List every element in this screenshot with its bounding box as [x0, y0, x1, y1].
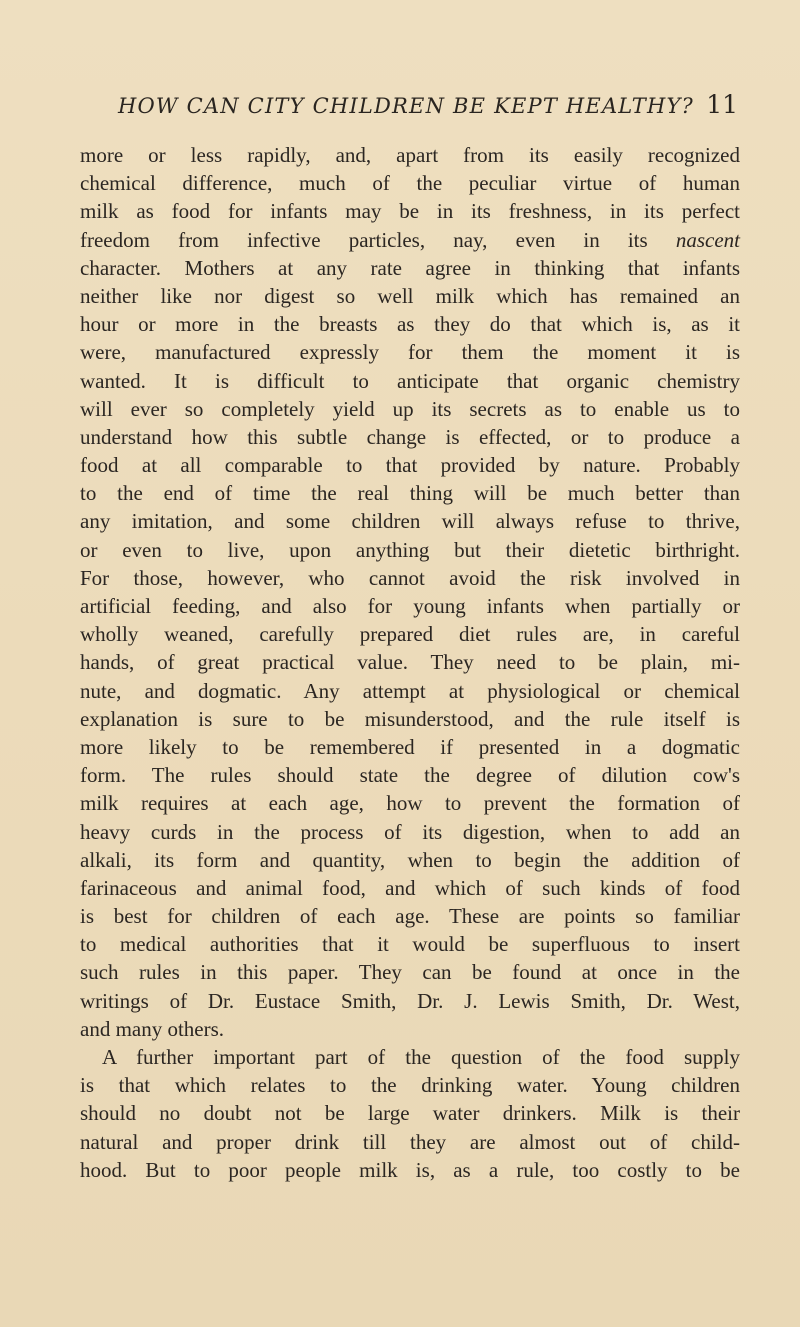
text-line: to the end of time the real thing will be much better than — [80, 481, 740, 506]
text-line: should no doubt not be large water drinkers. Milk is their — [80, 1101, 740, 1126]
text-line: hood. But to poor people milk is, as a rule, too costly to be — [80, 1157, 740, 1182]
running-head — [118, 90, 738, 130]
text-line: heavy curds in the process of its digestion, when to add an — [80, 819, 740, 844]
text-line: wholly weaned, carefully prepared diet rules are, in careful — [80, 622, 740, 647]
page-number: 11 — [706, 90, 738, 119]
text-line: alkali, its form and quantity, when to begin the addition of — [80, 847, 740, 872]
running-title: HOW CAN CITY CHILDREN BE KEPT HEALTHY? — [118, 94, 694, 118]
text-line: understand how this subtle change is effected, or to produce a — [80, 424, 740, 449]
text-line: neither like nor digest so well milk which has remained an — [80, 283, 740, 308]
text-line: natural and proper drink till they are almost out of child- — [80, 1129, 740, 1154]
text-line: character. Mothers at any rate agree in thinking that infants — [80, 255, 740, 280]
text-line: more likely to be remembered if presented in a dogmatic — [80, 734, 740, 759]
text-line: hands, of great practical value. They need to be plain, mi- — [80, 650, 740, 675]
text-line: milk as food for infants may be in its freshness, in its perfect — [80, 199, 740, 224]
text-line: were, manufactured expressly for them the moment it is — [80, 340, 740, 365]
text-line: form. The rules should state the degree of dilution cow's — [80, 763, 740, 788]
text-line: and many others. — [80, 1016, 225, 1041]
text-line: writings of Dr. Eustace Smith, Dr. J. Lewis Smith, Dr. West, — [80, 988, 740, 1013]
text-line: chemical difference, much of the peculiar virtue of human — [80, 171, 740, 196]
text-line: wanted. It is difficult to anticipate that organic chemistry — [80, 368, 740, 393]
text-line: milk requires at each age, how to prevent the formation of — [80, 791, 740, 816]
paragraph-1 — [80, 141, 740, 1043]
text-line: to medical authorities that it would be superfluous to insert — [80, 932, 740, 957]
body-text — [80, 141, 740, 1184]
text-line: is best for children of each age. These are points so familiar — [80, 904, 740, 929]
text-line: is that which relates to the drinking water. Young children — [80, 1073, 740, 1098]
paragraph-2 — [80, 1043, 740, 1184]
text-line: nute, and dogmatic. Any attempt at physiological or chemical — [80, 678, 740, 703]
text-line: For those, however, who cannot avoid the risk involved in — [80, 565, 740, 590]
text-line: or even to live, upon anything but their dietetic birthright. — [80, 537, 740, 562]
text-line: farinaceous and animal food, and which of such kinds of food — [80, 875, 740, 900]
text-line: freedom from infective particles, nay, even in its nascent — [80, 227, 740, 252]
text-line: will ever so completely yield up its secrets as to enable us to — [80, 396, 740, 421]
text-line: A further important part of the question of the food supply — [102, 1045, 740, 1069]
text-line: food at all comparable to that provided by nature. Probably — [80, 453, 740, 478]
italic-word: nascent — [675, 227, 740, 252]
text-line: any imitation, and some children will always refuse to thrive, — [80, 509, 740, 534]
text-line: more or less rapidly, and, apart from its easily recognized — [80, 143, 740, 167]
text-line: such rules in this paper. They can be found at once in the — [80, 960, 740, 985]
text-line: explanation is sure to be misunderstood, and the rule itself is — [80, 706, 740, 731]
text-line: artificial feeding, and also for young infants when partially or — [80, 594, 740, 618]
text-line: hour or more in the breasts as they do that which is, as it — [80, 312, 740, 337]
